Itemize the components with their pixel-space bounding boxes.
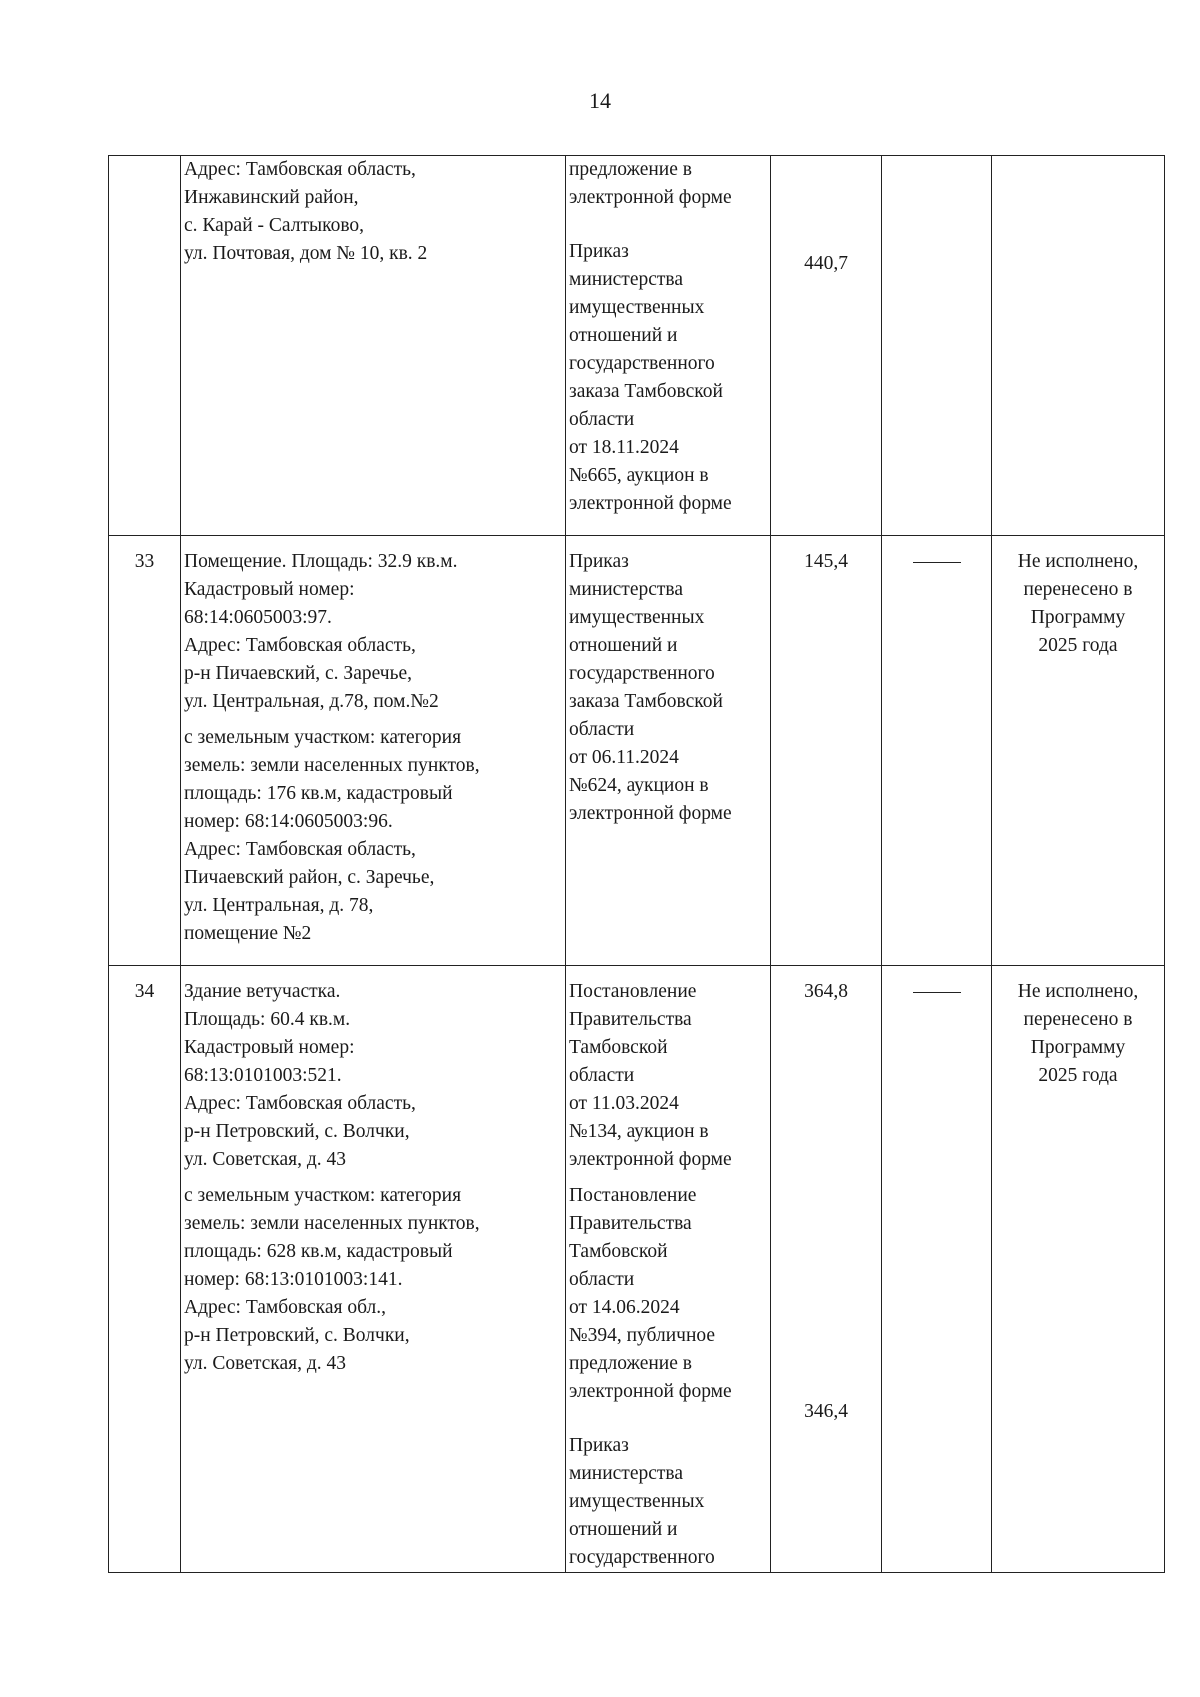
row-number-cell: 33 (109, 536, 181, 966)
object-description: Помещение. Площадь: 32.9 кв.м. Кадастровый номер: 68:14:0605003:97. Адрес: Тамбовская область, р-н Пичаевский, с. Заречье, ул. Центральная, д.78, пом.№2 (184, 551, 458, 712)
document-text: Приказ министерства имущественных отношений и государственного (569, 1435, 715, 1568)
price-value: 440,7 (804, 253, 848, 274)
document-cell (566, 966, 771, 1573)
document-text: Приказ министерства имущественных отношений и государственного заказа Тамбовской области от 18.11.2024 №665, аукцион в электронной форме (569, 241, 732, 514)
document-text: Постановление Правительства Тамбовской области от 14.06.2024 №394, публичное предложение в электронной форме (569, 1185, 732, 1402)
price-value: 145,4 (804, 551, 848, 572)
land-plot-description: с земельным участком: категория земель: земли населенных пунктов, площадь: 176 кв.м, кадастровый номер: 68:14:0605003:96. Адрес: Тамбовская область, Пичаевский район, с. Заречье, ул. Центральная, д. 78, помещение №2 (184, 727, 480, 944)
document-text: Приказ министерства имущественных отношений и государственного заказа Тамбовской области от 06.11.2024 №624, аукцион в электронной форме (569, 551, 732, 824)
status-cell (992, 156, 1165, 536)
price-value: 364,8 (804, 981, 848, 1002)
object-description: Здание ветучастка. Площадь: 60.4 кв.м. Кадастровый номер: 68:13:0101003:521. Адрес: Тамбовская область, р-н Петровский, с. Волчки, ул. Советская, д. 43 (184, 981, 416, 1170)
status-cell: Не исполнено, перенесено в Программу 2025 года (992, 966, 1165, 1573)
document-text: предложение в электронной форме (569, 159, 732, 208)
row-number-cell: 34 (109, 966, 181, 1573)
object-description-cell (181, 156, 566, 536)
price-value: 346,4 (804, 1401, 848, 1422)
document-cell (566, 536, 771, 966)
price-cell (771, 536, 882, 966)
property-table (108, 155, 1165, 1573)
object-description-cell (181, 966, 566, 1573)
price-cell (771, 966, 882, 1573)
dash-mark (913, 562, 961, 563)
row-number-cell (109, 156, 181, 536)
land-plot-description: с земельным участком: категория земель: земли населенных пунктов, площадь: 628 кв.м, кадастровый номер: 68:13:0101003:141. Адрес: Тамбовская обл., р-н Петровский, с. Волчки, ул. Советская, д. 43 (184, 1185, 480, 1374)
dash-mark (913, 992, 961, 993)
status-cell: Не исполнено, перенесено в Программу 2025 года (992, 536, 1165, 966)
dash-cell (882, 156, 992, 536)
table-row (109, 966, 1165, 1573)
page-number: 14 (589, 88, 611, 113)
table-row (109, 156, 1165, 536)
document-cell (566, 156, 771, 536)
dash-cell (882, 536, 992, 966)
document-text: Постановление Правительства Тамбовской области от 11.03.2024 №134, аукцион в электронной форме (569, 981, 732, 1170)
table-row (109, 536, 1165, 966)
object-address: Адрес: Тамбовская область, Инжавинский район, с. Карай - Салтыково, ул. Почтовая, дом № 10, кв. 2 (184, 159, 428, 264)
object-description-cell (181, 536, 566, 966)
dash-cell (882, 966, 992, 1573)
price-cell (771, 156, 882, 536)
